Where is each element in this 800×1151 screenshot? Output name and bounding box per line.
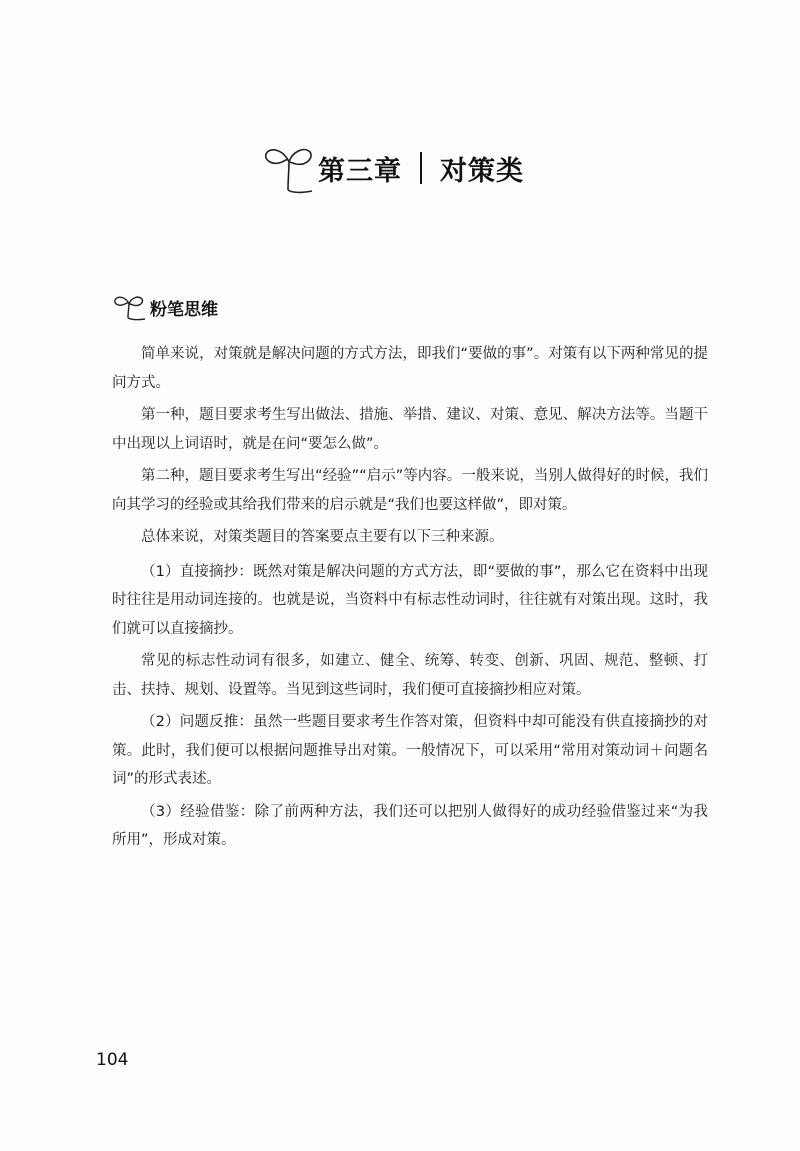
- paragraph-summary: 总体来说，对策类题目的答案要点主要有以下三种来源。: [141, 529, 504, 545]
- sprout-icon: [262, 140, 316, 196]
- section-title: 粉笔思维: [150, 299, 218, 320]
- body-text: [112, 340, 708, 859]
- sprout-small-icon: [112, 292, 146, 322]
- chapter-separator: [420, 152, 422, 184]
- chapter-title: 对策类: [440, 155, 524, 187]
- paragraph-type-one: 第一种，题目要求考生写出做法、措施、举措、建议、对策、意见、解决方法等。当题干中出现以上词语时，就是在问“要怎么做”。: [112, 407, 708, 452]
- paragraph-intro: 简单来说，对策就是解决问题的方式方法，即我们“要做的事”。对策有以下两种常见的提问方式。: [112, 346, 708, 391]
- paragraph-direct-copy: （1）直接摘抄：既然对策是解决问题的方式方法，即“要做的事”，那么它在资料中出现时往往是用动词连接的。也就是说，当资料中有标志性动词时，往往就有对策出现。这时，我们就可以直接摘抄。: [112, 563, 708, 637]
- page-number: 104: [96, 1050, 129, 1070]
- paragraph-experience: （3）经验借鉴：除了前两种方法，我们还可以把别人做得好的成功经验借鉴过来“为我所用”，形成对策。: [112, 803, 708, 848]
- paragraph-type-two: 第二种，题目要求考生写出“经验”“启示”等内容。一般来说，当别人做得好的时候，我们向其学习的经验或其给我们带来的启示就是“我们也要这样做”，即对策。: [112, 468, 708, 513]
- chapter-heading: [262, 140, 524, 196]
- chapter-number: 第三章: [318, 155, 402, 187]
- section-heading: [112, 292, 218, 322]
- paragraph-problem-reverse: （2）问题反推：虽然一些题目要求考生作答对策，但资料中却可能没有供直接摘抄的对策。此时，我们便可以根据问题推导出对策。一般情况下，可以采用“常用对策动词＋问题名词”的形式表述。: [112, 714, 708, 787]
- paragraph-signal-verbs: 常见的标志性动词有很多，如建立、健全、统筹、转变、创新、巩固、规范、整顿、打击、扶持、规划、设置等。当见到这些词时，我们便可直接摘抄相应对策。: [112, 653, 708, 698]
